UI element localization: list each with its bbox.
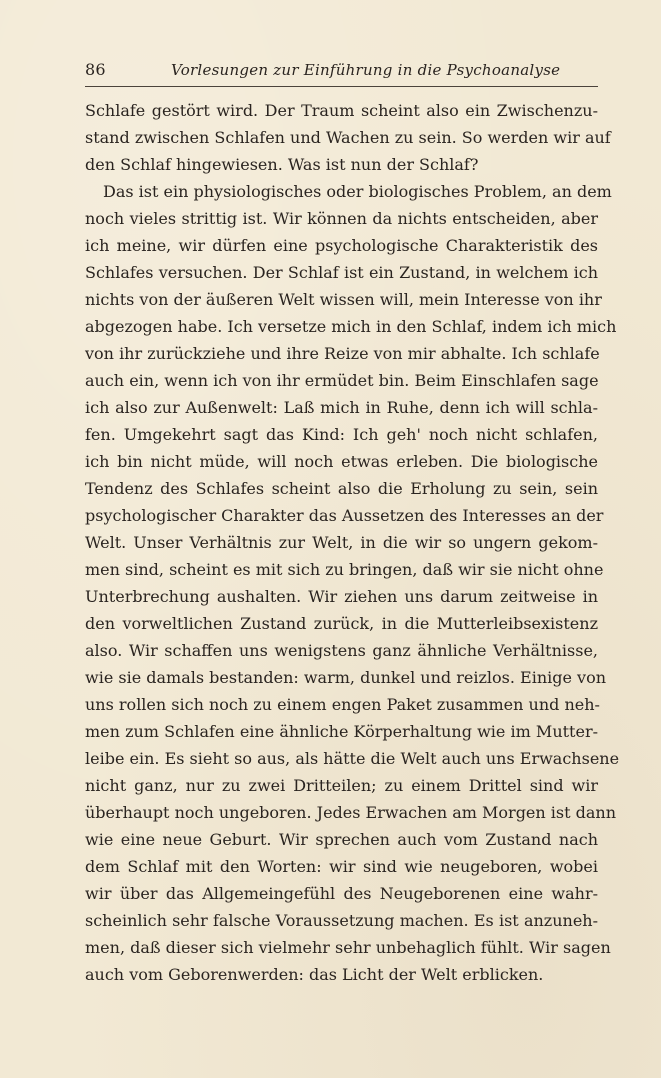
text-line: den Schlaf hingewiesen. Was ist nun der Schlaf? (85, 155, 479, 174)
text-line: wir über das Allgemeingefühl des Neugeborenen eine wahr- (85, 884, 598, 903)
text-line: den vorweltlichen Zustand zurück, in die Mutterleibsexistenz (85, 614, 598, 633)
text-line: fen. Umgekehrt sagt das Kind: Ich geh' noch nicht schlafen, (85, 425, 598, 444)
text-line: überhaupt noch ungeboren. Jedes Erwachen am Morgen ist dann (85, 803, 617, 822)
text-line: leibe ein. Es sieht so aus, als hätte die Welt auch uns Erwachsene (85, 749, 620, 768)
page-number: 86 (85, 60, 106, 79)
text-line: Unterbrechung aushalten. Wir ziehen uns darum zeitweise in (85, 587, 598, 606)
text-line: noch vieles strittig ist. Wir können da nichts entscheiden, aber (85, 209, 598, 228)
text-line: Das ist ein physiologisches oder biologisches Problem, an dem (103, 182, 612, 201)
text-line: wie eine neue Geburt. Wir sprechen auch vom Zustand nach (85, 830, 598, 849)
running-title: Vorlesungen zur Einführung in die Psychoanalyse (171, 61, 561, 79)
text-line: abgezogen habe. Ich versetze mich in den Schlaf, indem ich mich (85, 317, 617, 336)
text-line: ich meine, wir dürfen eine psychologische Charakteristik des (85, 236, 598, 255)
text-line: men zum Schlafen eine ähnliche Körperhaltung wie im Mutter- (85, 722, 598, 741)
text-line: ich also zur Außenwelt: Laß mich in Ruhe, denn ich will schla- (85, 398, 598, 417)
body-text (85, 97, 620, 997)
text-line: Schlafe gestört wird. Der Traum scheint also ein Zwischenzu- (85, 101, 598, 120)
text-line: also. Wir schaffen uns wenigstens ganz ähnliche Verhältnisse, (85, 641, 598, 660)
text-line: psychologischer Charakter das Aussetzen des Interesses an der (85, 506, 604, 525)
text-line: nichts von der äußeren Welt wissen will, mein Interesse von ihr (85, 290, 602, 309)
text-line: auch ein, wenn ich von ihr ermüdet bin. Beim Einschlafen sage (85, 371, 599, 390)
page-header (85, 59, 597, 83)
text-line: men sind, scheint es mit sich zu bringen, daß wir sie nicht ohne (85, 560, 604, 579)
text-line: Tendenz des Schlafes scheint also die Erholung zu sein, sein (85, 479, 598, 498)
header-rule (85, 86, 598, 87)
text-line: von ihr zurückziehe und ihre Reize von mir abhalte. Ich schlafe (85, 344, 600, 363)
text-line: nicht ganz, nur zu zwei Dritteilen; zu einem Drittel sind wir (85, 776, 598, 795)
text-line: Welt. Unser Verhältnis zur Welt, in die wir so ungern gekom- (85, 533, 598, 552)
text-line: wie sie damals bestanden: warm, dunkel und reizlos. Einige von (85, 668, 607, 687)
text-line: Schlafes versuchen. Der Schlaf ist ein Zustand, in welchem ich (85, 263, 598, 282)
text-line: dem Schlaf mit den Worten: wir sind wie neugeboren, wobei (85, 857, 598, 876)
text-line: scheinlich sehr falsche Voraussetzung machen. Es ist anzuneh- (85, 911, 598, 930)
text-line: ich bin nicht müde, will noch etwas erleben. Die biologische (85, 452, 598, 471)
text-line: men, daß dieser sich vielmehr sehr unbehaglich fühlt. Wir sagen (85, 938, 611, 957)
text-line: uns rollen sich noch zu einem engen Paket zusammen und neh- (85, 695, 600, 714)
text-line: auch vom Geborenwerden: das Licht der Welt erblicken. (85, 965, 544, 984)
text-line: stand zwischen Schlafen und Wachen zu sein. So werden wir auf (85, 128, 611, 147)
